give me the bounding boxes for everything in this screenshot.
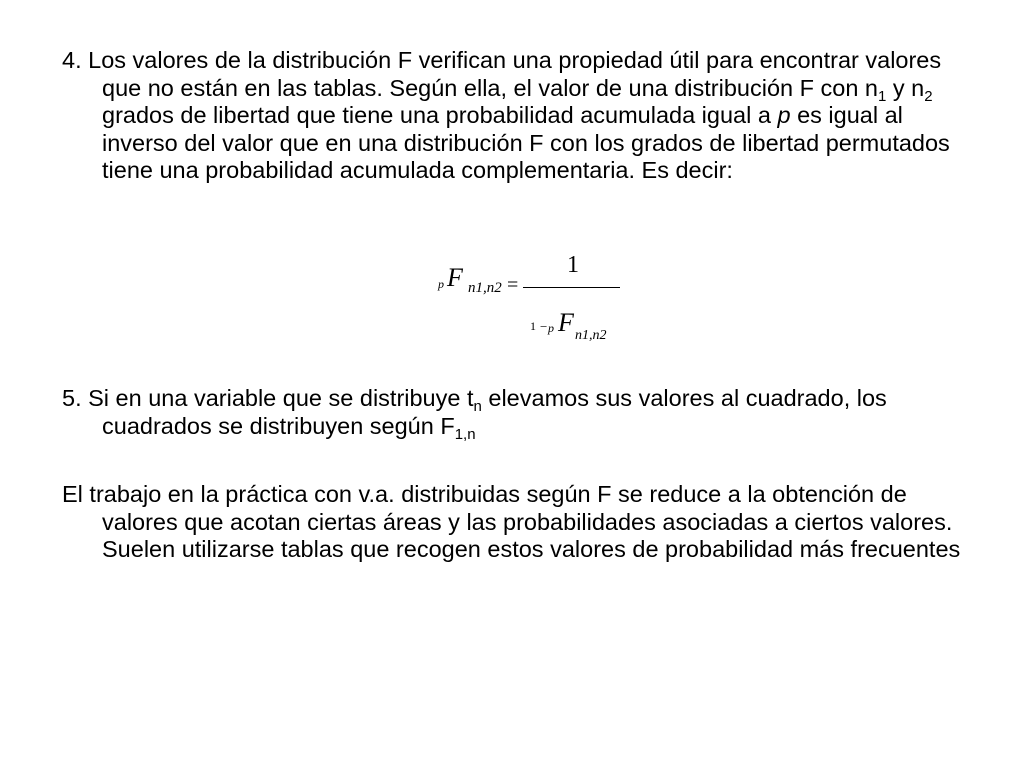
paragraph-practice	[62, 481, 982, 564]
formula-denominator-one: 1	[530, 319, 536, 333]
p6-text: El trabajo en la práctica con v.a. distribuidas según F se reduce a la obtención de valores que acotan ciertas áreas y las probabilidades asociadas a ciertos valores. Suelen utilizarse tablas que recogen estos valores de probabilidad más frecuentes	[62, 481, 961, 562]
formula-denominator-subscript: n1,n2	[575, 328, 607, 343]
formula-lhs-p: p	[438, 277, 444, 291]
p5-text-2: elevamos sus valores al cuadrado, los cuadrados se distribuyen según F	[102, 385, 887, 439]
inverse-f-formula	[400, 250, 660, 360]
p4-text-1: 4. Los valores de la distribución F verifican una propiedad útil para encontrar valores que no están en las tablas. Según ella, el valor de una distribución F con n	[62, 47, 942, 101]
paragraph-property-4	[62, 47, 982, 185]
formula-equals: =	[507, 274, 519, 296]
formula-denominator-F: F	[558, 308, 574, 337]
formula-denominator-minus: −	[540, 319, 548, 334]
p4-italic-p: p	[777, 102, 791, 128]
p4-subscript-1: 1	[878, 87, 887, 105]
p4-subscript-2: 2	[924, 87, 933, 105]
formula-lhs-F: F	[447, 263, 463, 292]
p4-text-3: grados de libertad que tiene una probabilidad acumulada igual a	[102, 102, 778, 128]
formula-fraction-bar	[523, 287, 620, 288]
p5-subscript-1: n	[473, 398, 482, 415]
p4-text-2: y n	[886, 74, 925, 101]
formula-lhs-subscript: n1,n2	[468, 280, 502, 296]
formula-denominator-p: p	[548, 321, 554, 335]
p5-subscript-2: 1,n	[454, 425, 476, 443]
paragraph-property-5	[62, 385, 982, 443]
p4-text-4: es igual al inverso del valor que en una distribución F con los grados de libertad permutados tiene una probabilidad acumulada complementaria. Es decir:	[102, 102, 950, 183]
p5-text-1: 5. Si en una variable que se distribuye t	[62, 385, 474, 411]
formula-numerator: 1	[567, 252, 579, 278]
